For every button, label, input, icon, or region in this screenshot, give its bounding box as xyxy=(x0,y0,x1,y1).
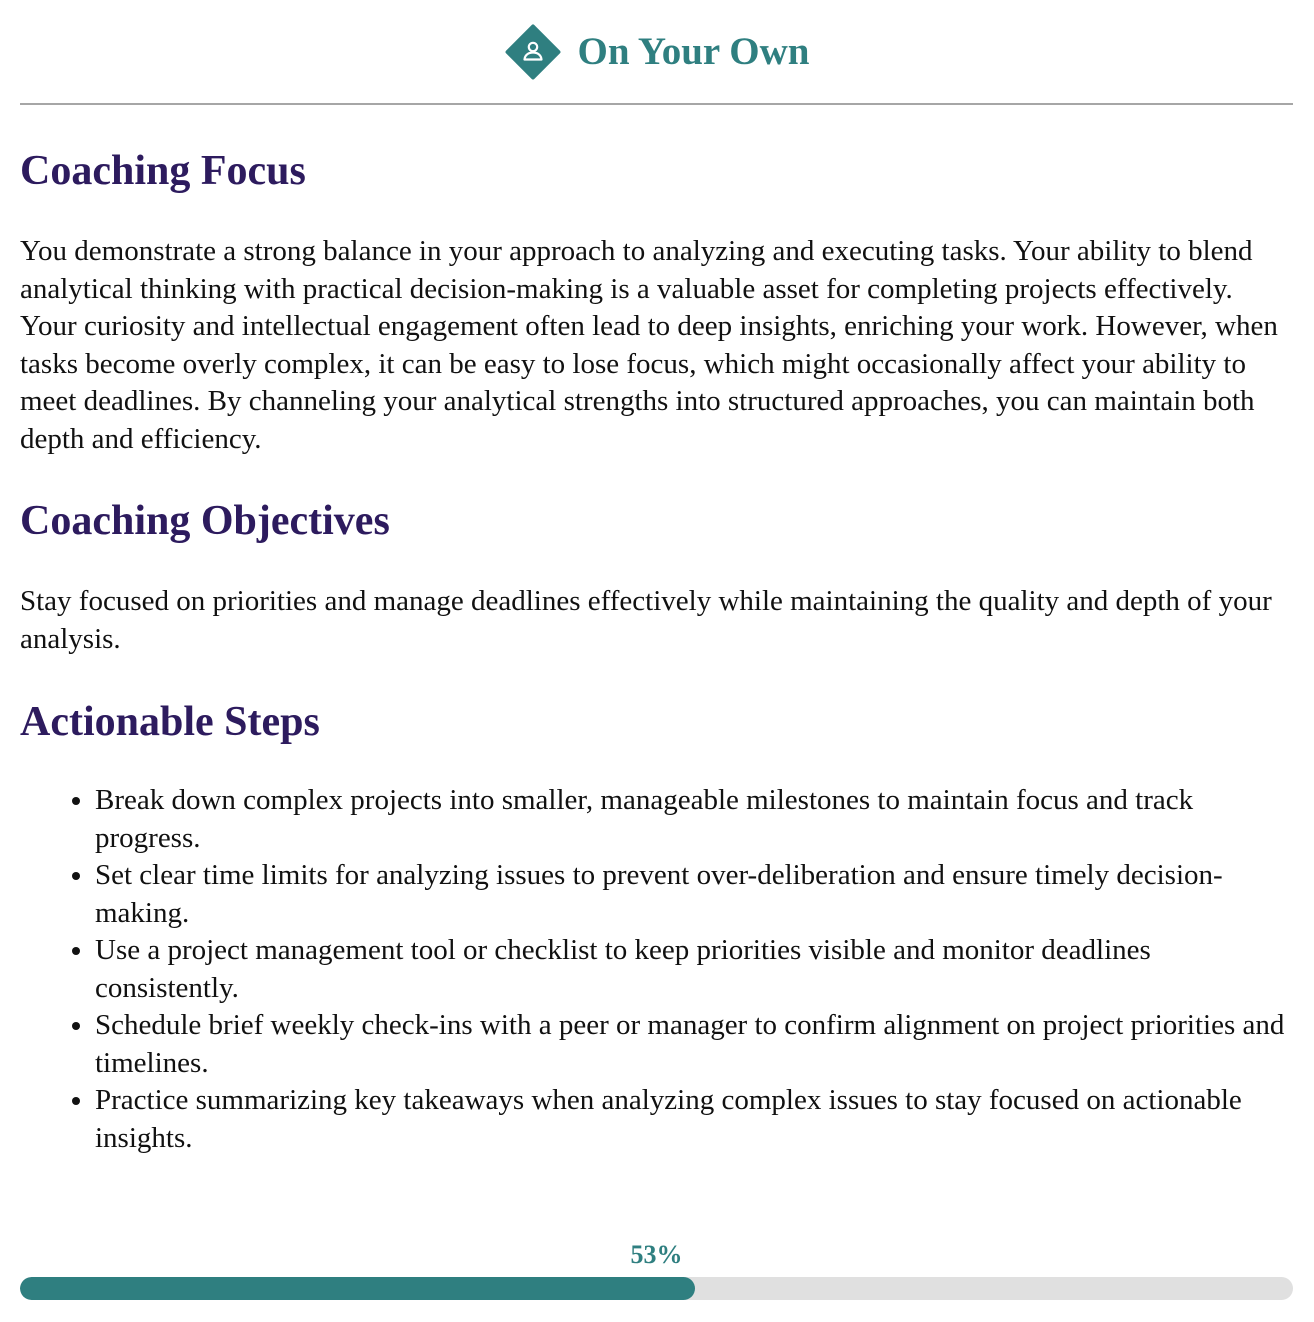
coaching-focus-text: You demonstrate a strong balance in your approach to analyzing and executing tasks. Your ability to blend analytical thinking with practical decision-making is a valuable asset for completing projects effectively. Your curiosity and intellectual engagement often lead to deep insights, enriching your work. However, when tasks become overly complex, it can be easy to lose focus, which might occasionally affect your ability to meet deadlines. By channeling your analytical strengths into structured approaches, you can maintain both depth and efficiency. xyxy=(20,235,1278,455)
actionable-steps-heading: Actionable Steps xyxy=(20,699,320,745)
coaching-focus-heading: Coaching Focus xyxy=(20,148,306,194)
list-item: • Schedule brief weekly check-ins with a peer or manager to confirm alignment on project priorities and timelines. xyxy=(95,1007,1285,1082)
coaching-objectives-text: Stay focused on priorities and manage deadlines effectively while maintaining the quality and depth of your analysis. xyxy=(20,585,1272,655)
person-diamond-icon xyxy=(504,23,562,81)
progress-percent-label: 53% xyxy=(630,1240,683,1269)
list-item: • Break down complex projects into smaller, manageable milestones to maintain focus and track progress. xyxy=(95,782,1285,857)
page-header xyxy=(20,0,1293,105)
list-item: • Practice summarizing key takeaways when analyzing complex issues to stay focused on actionable insights. xyxy=(95,1082,1285,1157)
page xyxy=(20,0,1293,1269)
list-item: • Use a project management tool or checklist to keep priorities visible and monitor deadlines consistently. xyxy=(95,932,1285,1007)
page-title: On Your Own xyxy=(577,30,810,73)
actionable-steps-list xyxy=(20,782,1285,1157)
list-item: • Set clear time limits for analyzing issues to prevent over-deliberation and ensure timely decision-making. xyxy=(95,857,1285,932)
progress-bar xyxy=(20,1277,1293,1300)
progress-bar-fill xyxy=(20,1277,695,1300)
coaching-objectives-heading: Coaching Objectives xyxy=(20,498,390,544)
